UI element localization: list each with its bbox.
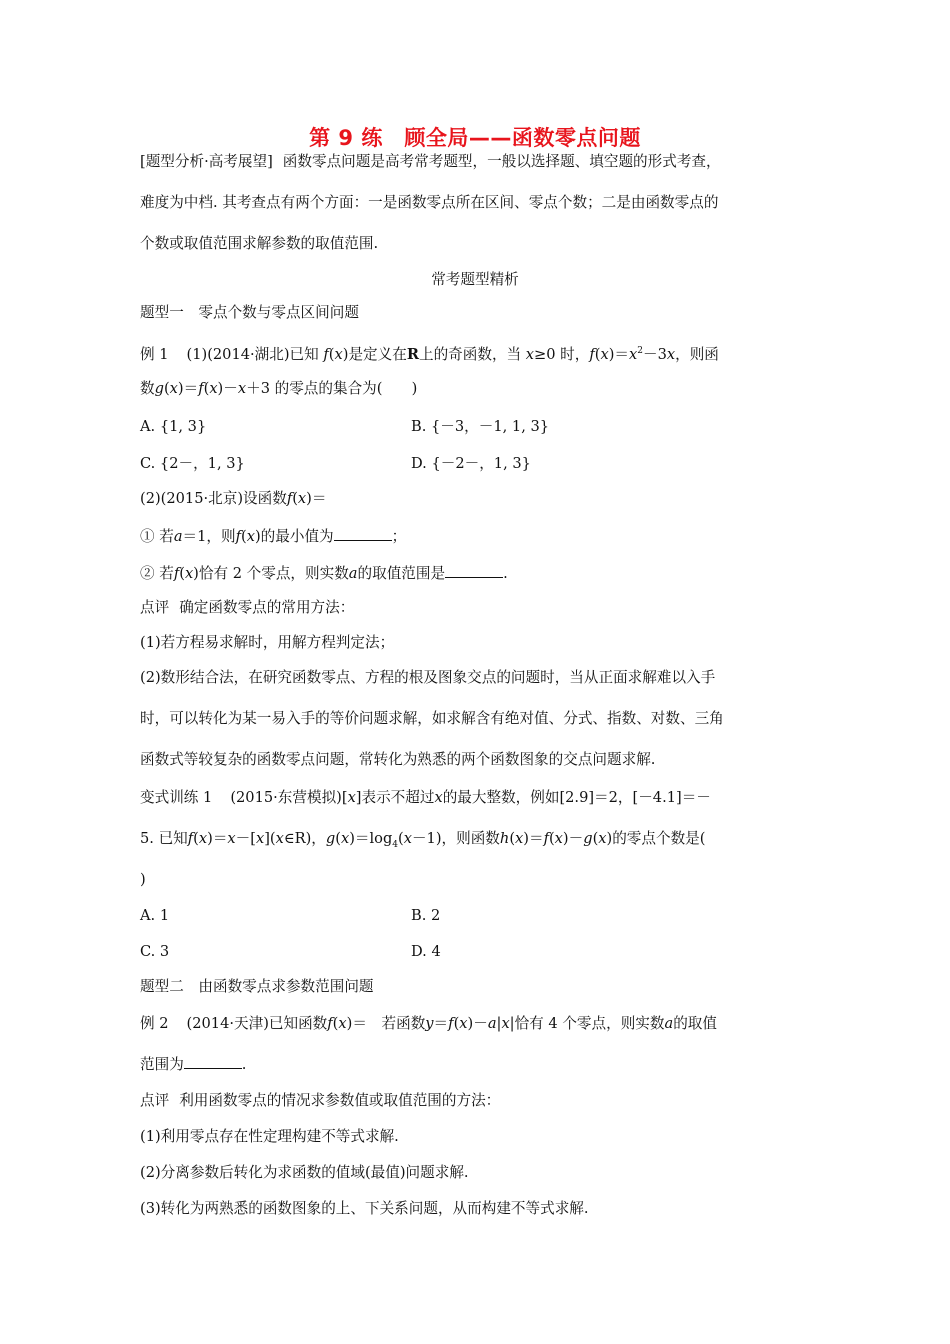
- review2-line-1: (1)利用零点存在性定理构建不等式求解.: [140, 1128, 399, 1145]
- type1-heading: 题型一 零点个数与零点区间问题: [140, 304, 359, 321]
- drill1-line-1: 变式训练 1 (2015·东营模拟)[x]表示不超过x的最大整数，例如[2.9]＝2，[－4.1]＝－: [140, 789, 711, 806]
- intro-line-1: [题型分析·高考展望] 函数零点问题是高考常考题型，一般以选择题、填空题的形式考查，: [140, 153, 721, 170]
- option-a: A. {1, 3}: [140, 418, 207, 435]
- example1-part2: (2)(2015·北京)设函数f(x)＝: [140, 490, 327, 507]
- example2-line-1: 例 2 (2014·天津)已知函数f(x)＝ 若函数y＝f(x)－a|x|恰有 4 个零点，则实数a的取值: [140, 1015, 717, 1032]
- answer-blank: [334, 526, 392, 541]
- page-title: 第 9 练 顾全局——函数零点问题: [309, 126, 641, 150]
- review1-lead: 点评 确定函数零点的常用方法：: [140, 599, 355, 616]
- type2-heading: 题型二 由函数零点求参数范围问题: [140, 978, 374, 995]
- review1-line-3: 时，可以转化为某一易入手的等价问题求解，如求解含有绝对值、分式、指数、对数、三角: [140, 710, 724, 727]
- drill1-line-2: 5. 已知f(x)＝x－[x](x∈R)，$g(x)=\log_4(x-1)$，则函数h(x)＝f(x)－g(x)的零点个数是(: [140, 830, 706, 850]
- review2-lead: 点评 利用函数零点的情况求参数值或取值范围的方法：: [140, 1092, 501, 1109]
- intro-tag: [题型分析·高考展望]: [140, 153, 273, 170]
- drill-option-d: D. 4: [411, 943, 441, 960]
- option-b: B. {－3，－1, 1, 3}: [411, 418, 550, 435]
- example1-question-1: ① 若a＝1，则f(x)的最小值为 ；: [140, 528, 407, 545]
- review1-line-1: (1)若方程易求解时，用解方程判定法；: [140, 634, 395, 651]
- section-heading: 常考题型精析: [431, 271, 519, 288]
- review1-line-4: 函数式等较复杂的函数零点问题，常转化为熟悉的两个函数图象的交点问题求解.: [140, 751, 656, 768]
- option-d: D. {－2－，1, 3}: [411, 455, 531, 472]
- example2-line-2: 范围为 .: [140, 1056, 247, 1073]
- review2-line-2: (2)分离参数后转化为求函数的值域(最值)问题求解.: [140, 1164, 469, 1181]
- review1-line-2: (2)数形结合法，在研究函数零点、方程的根及图象交点的问题时，当从正面求解难以入手: [140, 669, 716, 686]
- answer-blank: [445, 563, 503, 578]
- example1-line-1: 例 1 (1)(2014·湖北)已知 f(x)是定义在R上的奇函数，当 x≥0 时，$f(x)=x^2-3x$，则函: [140, 346, 719, 363]
- drill-option-b: B. 2: [411, 907, 441, 924]
- option-c: C. {2－，1, 3}: [140, 455, 245, 472]
- review2-line-3: (3)转化为两熟悉的函数图象的上、下关系问题，从而构建不等式求解.: [140, 1200, 589, 1217]
- example1-question-2: ② 若f(x)恰有 2 个零点，则实数a的取值范围是 .: [140, 565, 508, 582]
- answer-blank: [184, 1054, 242, 1069]
- drill-option-a: A. 1: [140, 907, 170, 924]
- drill-option-c: C. 3: [140, 943, 170, 960]
- drill1-line-3: ): [140, 871, 146, 888]
- intro-line-3: 个数或取值范围求解参数的取值范围.: [140, 235, 379, 252]
- intro-line-2: 难度为中档. 其考查点有两个方面：一是函数零点所在区间、零点个数；二是由函数零点的: [140, 194, 719, 211]
- example1-line-2: 数g(x)＝f(x)－x＋3 的零点的集合为( ): [140, 380, 418, 397]
